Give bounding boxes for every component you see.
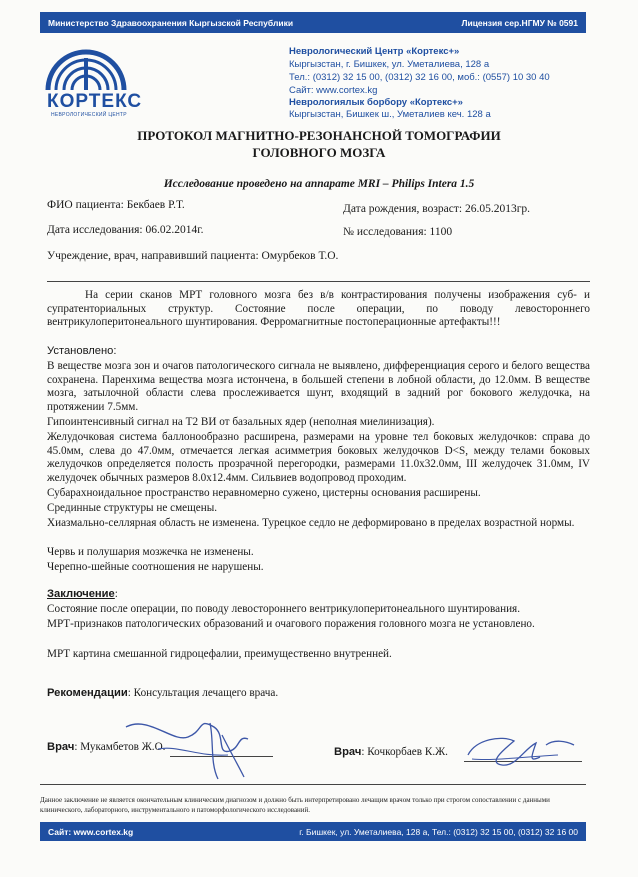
study-number: № исследования: 1100	[343, 226, 453, 238]
finding-midline: Срединные структуры не смещены.	[47, 502, 218, 514]
findings-label: Установлено:	[47, 345, 117, 357]
fields-divider	[47, 281, 590, 282]
device-line: Исследование проведено на аппарате MRI – Philips Intera 1.5	[163, 178, 475, 190]
ministry-text: Министерство Здравоохранения Кыргызской Республики	[48, 17, 294, 28]
finding-ventricles: Желудочковая система баллонообразно расширена, размерами на уровне тел боковых желудочков: справа до 45.0мм, слева до 47.0мм, отмечается легкая асимметрия боковых желудочков D<S, между телами боковых желудочков определяется полость прозрачной перегородки, размерами 11.0х32.0мм, III желудочек 31.0мм, IV желудочек обычных размеров 8.0х12.4мм. Сильвиев водопровод проходим.	[47, 431, 590, 484]
protocol-title-line2: ГОЛОВНОГО МОЗГА	[252, 145, 386, 160]
doctor-2-label: Врач	[334, 746, 362, 758]
center-phones: Тел.: (0312) 32 15 00, (0312) 32 16 00, моб.: (0557) 10 30 40	[289, 72, 550, 83]
study-date: Дата исследования: 06.02.2014г.	[47, 224, 204, 236]
doctor-2-name: : Кочкорбаев К.Ж.	[361, 746, 448, 758]
finding-parenchyma: В веществе мозга зон и очагов патологического сигнала не выявлено, дифференциация серого и белого вещества сохранена. Паренхима вещества мозга истончена, в большей степени в лобной области, до 12.0мм. В веществе мозга, затылочной области слева прослеживается шунт, входящий в задний рог бокового желудочка, на протяжении 7.5мм.	[47, 360, 590, 413]
logo-subtitle: НЕВРОЛОГИЧЕСКИЙ ЦЕНТР	[51, 112, 127, 118]
finding-sellar: Хиазмально-селлярная область не изменена. Турецкое седло не деформировано в пределах возрастной нормы.	[47, 517, 575, 529]
center-address-ru: Кыргызстан, г. Бишкек, ул. Уметалиева, 128 а	[289, 59, 490, 70]
center-name-kg: Неврологиялык борбору «Кортекс+»	[289, 97, 463, 108]
doctor-1-label: Врач	[47, 741, 75, 753]
document-page: Министерство Здравоохранения Кыргызской Республики Лицензия сер.НГМУ № 0591 КОРТЕКС НЕВРОЛОГИЧЕСКИЙ ЦЕНТР Неврологический Центр «Кортекс+» Кыргызстан, г. Бишкек, ул. Уметалиева, 128 а Тел.: (0312) 32 15 00, (0312) 32 16 00, моб.: (0557) 10 30 40 Сайт: www.cortex.kg Неврологиялык борбору «Кортекс+» Кыргызстан, Бишкек ш., Уметалиев кеч. 128 а ПРОТОКОЛ МАГНИТНО-РЕЗОНАНСНОЙ ТОМОГРАФИИ ГОЛОВНОГО МОЗГА Исследование проведено на аппарате MRI – Philips Intera 1.5 ФИО пациента: Бекбаев Р.Т. Дата рождения, возраст: 26.05.2013гр. Дата исследования: 06.02.2014г. № исследования: 1100 Учреждение, врач, направивший пациента: Омурбеков Т.О. На серии сканов МРТ головного мозга без в/в контрастирования получены изображения суб- и супратенториальных структур. Состояние после операции, по поводу левостороннего вентрикулоперитонеального шунтирования. Ферромагнитные постоперационные артефакты!!! Установлено: В веществе мозга зон и очагов патологического сигнала не выявлено, дифференциация серого и белого вещества сохранена. Паренхима вещества мозга истончена, в большей степени в лобной области, до 12.0мм. В веществе мозга, затылочной области слева прослеживается шунт, входящий в задний рог бокового желудочка, на протяжении 7.5мм. Гипоинтенсивный сигнал на Т2 ВИ от базальных ядер (неполная миелинизация). Желудочковая система баллонообразно расширена, размерами на уровне тел боковых желудочков: справа до 45.0мм, слева до 47.0мм, отмечается легкая асимметрия боковых желудочков D<S, между телами боковых желудочков определяется полость прозрачной перегородки, размерами 11.0х32.0мм, III желудочек 31.0мм, IV желудочек обычных размеров 8.0х12.4мм. Сильвиев водопровод проходим. Субарахноидальное пространство неравномерно сужено, цистерны основания расширены. Срединные структуры не смещены. Хиазмально-селлярная область не изменена. Турецкое седло не деформировано в пределах возрастной нормы. Червь и полушария мозжечка не изменены. Черепно-шейные соотношения не нарушены. Заключение: Состояние после операции, по поводу левостороннего вентрикулоперитонеального шунтирования. МРТ-признаков патологических образований и очагового поражения головного мозга не установлено. МРТ картина смешанной гидроцефалии, преимущественно внутренней. Рекомендации: Консультация лечащего врача. Врач: Мукамбетов Ж.О. Врач: Кочкорбаев К.Ж. Данное заключение не является окончательным клиническим диагнозом и должно быть интерпретировано лечащим врачом только при строгом сопоставлении с данными клинического, лабораторного, инструментального и патоморфологического исследований. Сайт: www.cortex.kg г. Бишкек, ул. Уметалиева, 128 а, Тел.: (0312) 32 15 00, (0312) 32 16 00	[0, 0, 638, 877]
center-name-ru: Неврологический Центр «Кортекс+»	[289, 46, 460, 57]
signature-2-icon	[462, 727, 582, 771]
protocol-title-line1: ПРОТОКОЛ МАГНИТНО-РЕЗОНАНСНОЙ ТОМОГРАФИИ	[137, 128, 501, 143]
conclusion-postop: Состояние после операции, по поводу левостороннего вентрикулоперитонеального шунтирования.	[47, 603, 521, 615]
logo-wordmark: КОРТЕКС	[47, 91, 143, 112]
center-address-kg: Кыргызстан, Бишкек ш., Уметалиев кеч. 128 а	[289, 109, 491, 120]
finding-cerebellum: Червь и полушария мозжечка не изменены.	[47, 546, 254, 558]
finding-subarachnoid: Субарахноидальное пространство неравномерно сужено, цистерны основания расширены.	[47, 487, 481, 499]
conclusion-label: Заключение	[47, 588, 115, 600]
footer-site: Сайт: www.cortex.kg	[48, 826, 134, 837]
license-text: Лицензия сер.НГМУ № 0591	[461, 17, 578, 28]
top-band	[40, 12, 586, 33]
recommendation-text: : Консультация лечащего врача.	[127, 687, 279, 699]
center-site: Сайт: www.cortex.kg	[289, 85, 378, 96]
referrer-line: Учреждение, врач, направивший пациента: Омурбеков Т.О.	[47, 250, 339, 262]
signature-1-icon	[118, 705, 268, 785]
disclaimer-text: Данное заключение не является окончательным клиническим диагнозом и должно быть интерпретировано лечащим врачом только при строгом сопоставлении с данными клинического, лабораторного, инструментального и патоморфологического исследований.	[40, 796, 550, 814]
finding-basal-nuclei: Гипоинтенсивный сигнал на Т2 ВИ от базальных ядер (неполная миелинизация).	[47, 416, 435, 428]
intro-paragraph: На серии сканов МРТ головного мозга без в/в контрастирования получены изображения суб- и супратенториальных структур. Состояние после операции, по поводу левостороннего вентрикулоперитонеального шунтирования. Ферромагнитные постоперационные артефакты!!!	[47, 289, 590, 329]
finding-craniocervical: Черепно-шейные соотношения не нарушены.	[47, 561, 264, 573]
conclusion-hydrocephalus: МРТ картина смешанной гидроцефалии, преимущественно внутренней.	[47, 648, 392, 660]
doctor-1-name: : Мукамбетов Ж.О.	[74, 741, 166, 753]
bottom-band	[40, 822, 586, 841]
disclaimer-divider	[40, 784, 586, 785]
conclusion-no-lesions: МРТ-признаков патологических образований и очагового поражения головного мозга не установлено.	[47, 618, 535, 630]
patient-name: ФИО пациента: Бекбаев Р.Т.	[47, 199, 185, 211]
recommendation-label: Рекомендации	[47, 687, 128, 699]
footer-address: г. Бишкек, ул. Уметалиева, 128 а, Тел.: (0312) 32 15 00, (0312) 32 16 00	[299, 826, 578, 837]
birth-date: Дата рождения, возраст: 26.05.2013гр.	[343, 203, 531, 215]
recommendation-line	[47, 687, 590, 701]
